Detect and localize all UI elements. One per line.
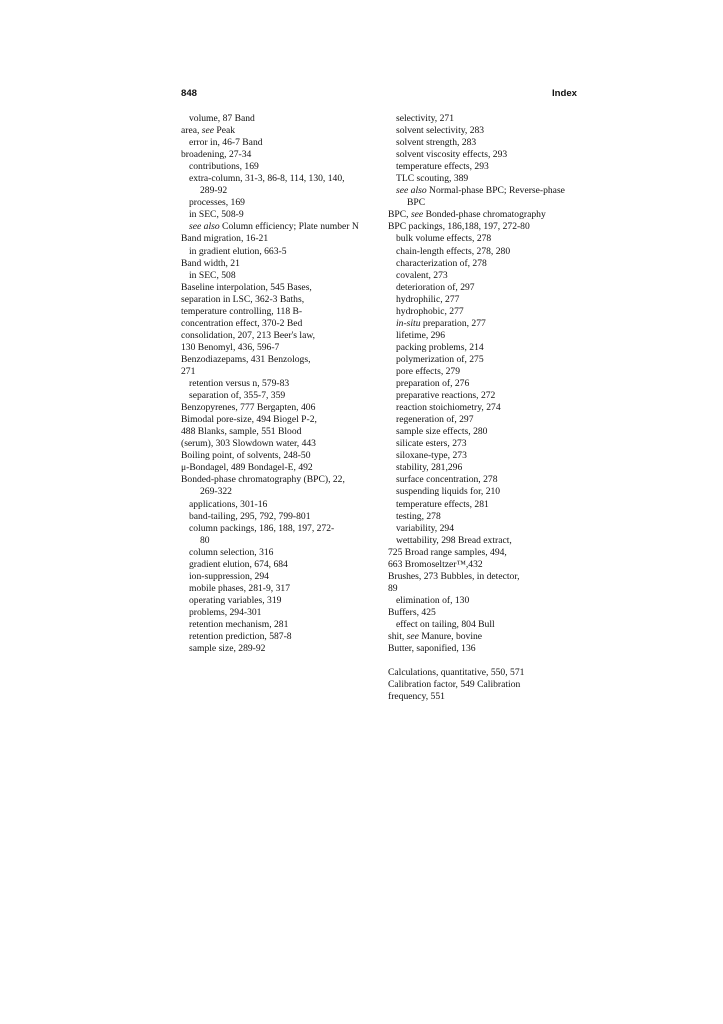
entry-crossref-term: see also <box>396 185 427 197</box>
index-subentry <box>388 113 578 125</box>
index-subentry <box>388 330 578 342</box>
index-subentry <box>388 306 578 318</box>
entry-text: Benzodiazepams, 431 Benzologs, <box>181 353 311 365</box>
entry-text: preparation of, 276 <box>396 378 470 390</box>
index-subentry <box>388 282 578 294</box>
index-gap <box>388 655 578 667</box>
entry-text: in SEC, 508-9 <box>189 209 244 221</box>
index-subentry <box>181 486 373 498</box>
index-subentry <box>181 161 373 173</box>
index-subentry <box>388 438 578 450</box>
index-entry <box>181 438 373 450</box>
index-subentry <box>388 523 578 535</box>
index-subentry <box>388 378 578 390</box>
entry-crossref-term: see also <box>189 221 220 233</box>
index-subentry <box>181 209 373 221</box>
entry-crossref-term: see <box>406 631 419 643</box>
entry-text: suspending liquids for, 210 <box>396 486 501 498</box>
entry-text: 89 <box>388 582 398 594</box>
index-subentry <box>181 631 373 643</box>
entry-text: Bimodal pore-size, 494 Biogel P-2, <box>181 414 317 426</box>
index-subentry <box>388 450 578 462</box>
entry-text: solvent strength, 283 <box>396 137 477 149</box>
index-entry <box>388 221 578 233</box>
index-entry <box>181 294 373 306</box>
index-entry <box>181 149 373 161</box>
entry-text: 488 Blanks, sample, 551 Blood <box>181 426 302 438</box>
entry-text: area, <box>181 125 202 137</box>
entry-text: separation in LSC, 362-3 Baths, <box>181 293 305 305</box>
entry-text: hydrophobic, 277 <box>396 305 464 317</box>
entry-text: selectivity, 271 <box>396 113 454 124</box>
entry-text: volume, 87 Band <box>189 113 255 124</box>
index-subentry <box>388 414 578 426</box>
index-subentry <box>181 523 373 535</box>
entry-text: stability, 281,296 <box>396 462 463 474</box>
entry-text: concentration effect, 370-2 Bed <box>181 317 303 329</box>
index-subentry <box>388 462 578 474</box>
index-subentry <box>388 619 578 631</box>
index-subentry <box>388 535 578 547</box>
index-subentry <box>388 185 578 197</box>
entry-text: covalent, 273 <box>396 269 448 281</box>
entry-crossref-target: Normal-phase BPC; Reverse-phase <box>426 185 565 197</box>
index-entry <box>181 318 373 330</box>
index-subentry <box>388 595 578 607</box>
index-entry <box>388 547 578 559</box>
entry-text: problems, 294-301 <box>189 606 262 618</box>
index-entry <box>181 402 373 414</box>
entry-text: Calibration factor, 549 Calibration <box>388 679 521 691</box>
index-entry <box>388 583 578 595</box>
entry-text: Band migration, 16-21 <box>181 233 269 245</box>
index-entry <box>181 474 373 486</box>
index-subentry <box>388 137 578 149</box>
index-entry <box>388 571 578 583</box>
index-subentry <box>181 270 373 282</box>
index-entry <box>181 282 373 294</box>
index-subentry <box>181 643 373 655</box>
entry-text: 663 Bromoseltzer™,432 <box>388 558 483 570</box>
running-header <box>181 88 577 102</box>
entry-text: consolidation, 207, 213 Beer's law, <box>181 329 316 341</box>
entry-text: BPC, <box>388 209 411 221</box>
entry-text: in SEC, 508 <box>189 269 236 281</box>
index-subentry <box>181 173 373 185</box>
index-entry <box>388 209 578 221</box>
entry-text: polymerization of, 275 <box>396 353 484 365</box>
entry-crossref-term: in-situ <box>396 317 421 329</box>
entry-text: 80 <box>200 534 210 546</box>
entry-text: extra-column, 31-3, 86-8, 114, 130, 140, <box>189 173 345 185</box>
index-subentry <box>388 270 578 282</box>
entry-text: temperature controlling, 118 B- <box>181 305 303 317</box>
index-subentry <box>388 161 578 173</box>
entry-text: preparative reactions, 272 <box>396 390 496 402</box>
entry-text: band-tailing, 295, 792, 799-801 <box>189 510 311 522</box>
entry-text: pore effects, 279 <box>396 365 461 377</box>
entry-crossref-term: see <box>410 209 424 221</box>
entry-text: sample size, 289-92 <box>189 643 266 655</box>
index-subentry <box>388 149 578 161</box>
index-subentry <box>181 559 373 571</box>
entry-text: 269-322 <box>200 486 232 498</box>
entry-text: separation of, 355-7, 359 <box>189 390 286 402</box>
index-entry <box>388 691 578 703</box>
entry-text: hydrophilic, 277 <box>396 293 460 305</box>
entry-text: μ-Bondagel, 489 Bondagel-E, 492 <box>181 462 313 474</box>
entry-text: temperature effects, 281 <box>396 498 489 510</box>
entry-text: regeneration of, 297 <box>396 414 474 426</box>
page-number: 848 <box>181 88 198 99</box>
entry-text: 271 <box>181 365 196 377</box>
entry-text: solvent selectivity, 283 <box>396 125 485 137</box>
index-column-left <box>181 113 373 655</box>
index-subentry <box>181 390 373 402</box>
index-subentry <box>388 173 578 185</box>
index-subentry <box>181 378 373 390</box>
entry-text: deterioration of, 297 <box>396 281 475 293</box>
entry-text: variability, 294 <box>396 522 454 534</box>
index-entry <box>181 462 373 474</box>
entry-text: BPC <box>407 197 426 209</box>
entry-text: operating variables, 319 <box>189 594 282 606</box>
entry-text: retention versus n, 579-83 <box>189 378 290 390</box>
index-subentry <box>181 221 373 233</box>
index-subentry <box>181 583 373 595</box>
entry-text: Buffers, 425 <box>388 606 436 618</box>
index-subentry <box>388 342 578 354</box>
entry-crossref-term: see <box>201 125 215 137</box>
index-subentry <box>181 571 373 583</box>
entry-text: siloxane-type, 273 <box>396 450 467 462</box>
index-subentry <box>181 499 373 511</box>
entry-text: surface concentration, 278 <box>396 474 498 486</box>
entry-text: wettability, 298 Bread extract, <box>396 534 512 546</box>
index-subentry <box>388 366 578 378</box>
entry-text: BPC packings, 186,188, 197, 272-80 <box>388 221 530 233</box>
entry-text: Boiling point, of solvents, 248-50 <box>181 450 311 462</box>
index-subentry <box>181 595 373 607</box>
entry-text: processes, 169 <box>189 197 245 209</box>
index-subentry <box>388 511 578 523</box>
index-entry <box>388 559 578 571</box>
entry-text: 289-92 <box>200 185 228 197</box>
index-subentry <box>181 197 373 209</box>
index-subentry <box>181 511 373 523</box>
index-subentry <box>181 246 373 258</box>
index-subentry <box>388 354 578 366</box>
entry-text: Calculations, quantitative, 550, 571 <box>388 667 525 679</box>
index-entry <box>181 258 373 270</box>
entry-text: Band width, 21 <box>181 257 240 269</box>
entry-text: ion-suppression, 294 <box>189 570 269 582</box>
entry-text: column packings, 186, 188, 197, 272- <box>189 522 335 534</box>
index-entry <box>181 342 373 354</box>
index-subentry <box>181 535 373 547</box>
index-subentry <box>181 607 373 619</box>
index-subentry <box>181 113 373 125</box>
entry-crossref-target: Bonded-phase chromatography <box>423 209 546 221</box>
index-column-right <box>388 113 578 703</box>
entry-text: broadening, 27-34 <box>181 149 252 161</box>
index-entry <box>181 414 373 426</box>
entry-text: solvent viscosity effects, 293 <box>396 149 508 161</box>
index-entry <box>181 366 373 378</box>
index-subentry <box>388 474 578 486</box>
entry-text: bulk volume effects, 278 <box>396 233 492 245</box>
entry-text: sample size effects, 280 <box>396 426 488 438</box>
index-entry <box>181 125 373 137</box>
entry-text: Butter, saponified, 136 <box>388 643 476 655</box>
index-subentry <box>388 390 578 402</box>
index-entry <box>181 354 373 366</box>
entry-text: error in, 46-7 Band <box>189 137 263 149</box>
entry-crossref-target: Column efficiency; Plate number N <box>219 221 359 233</box>
entry-text: packing problems, 214 <box>396 341 484 353</box>
index-subentry <box>388 233 578 245</box>
entry-text: 130 Benomyl, 436, 596-7 <box>181 341 280 353</box>
section-title: Index <box>551 88 577 99</box>
entry-text: chain-length effects, 278, 280 <box>396 245 511 257</box>
index-subentry <box>388 486 578 498</box>
entry-text: temperature effects, 293 <box>396 161 489 173</box>
index-subentry <box>388 294 578 306</box>
entry-text: in gradient elution, 663-5 <box>189 245 287 257</box>
index-entry <box>181 330 373 342</box>
entry-text: (serum), 303 Slowdown water, 443 <box>181 438 316 450</box>
entry-text: retention prediction, 587-8 <box>189 631 292 643</box>
index-subentry <box>388 258 578 270</box>
entry-text: silicate esters, 273 <box>396 438 467 450</box>
index-entry <box>388 643 578 655</box>
index-entry <box>181 233 373 245</box>
index-entry <box>181 450 373 462</box>
entry-text: gradient elution, 674, 684 <box>189 558 288 570</box>
entry-crossref-target: Manure, bovine <box>418 631 483 643</box>
entry-text: Brushes, 273 Bubbles, in detector, <box>388 570 520 582</box>
index-subentry <box>181 547 373 559</box>
entry-text: reaction stoichiometry, 274 <box>396 402 501 414</box>
entry-text: testing, 278 <box>396 510 441 522</box>
entry-text: Benzopyrenes, 777 Bergapten, 406 <box>181 402 316 414</box>
entry-crossref-target: Peak <box>214 125 236 137</box>
entry-text: Bonded-phase chromatography (BPC), 22, <box>181 474 345 486</box>
entry-text: mobile phases, 281-9, 317 <box>189 582 290 594</box>
index-subentry <box>388 426 578 438</box>
index-subentry <box>181 137 373 149</box>
entry-text: retention mechanism, 281 <box>189 618 289 630</box>
index-subentry <box>388 318 578 330</box>
index-subentry <box>388 499 578 511</box>
entry-text: lifetime, 296 <box>396 329 446 341</box>
entry-text: characterization of, 278 <box>396 257 487 269</box>
entry-text: column selection, 316 <box>189 546 274 558</box>
entry-text: Baseline interpolation, 545 Bases, <box>181 281 312 293</box>
entry-text: contributions, 169 <box>189 161 259 173</box>
index-entry <box>388 679 578 691</box>
entry-text: 725 Broad range samples, 494, <box>388 546 507 558</box>
index-entry <box>388 631 578 643</box>
index-subentry <box>181 185 373 197</box>
index-entry <box>181 306 373 318</box>
entry-text: elimination of, 130 <box>396 594 470 606</box>
index-subentry <box>388 402 578 414</box>
index-subentry <box>388 246 578 258</box>
entry-crossref-target: preparation, 277 <box>420 317 486 329</box>
index-subentry <box>388 197 578 209</box>
index-entry <box>388 607 578 619</box>
index-entry <box>388 667 578 679</box>
entry-text: shit, <box>388 631 407 643</box>
index-subentry <box>181 619 373 631</box>
entry-text: applications, 301-16 <box>189 498 268 510</box>
index-entry <box>181 426 373 438</box>
entry-text: TLC scouting, 389 <box>396 173 469 185</box>
entry-text: effect on tailing, 804 Bull <box>396 618 495 630</box>
entry-text: frequency, 551 <box>388 691 445 703</box>
index-subentry <box>388 125 578 137</box>
